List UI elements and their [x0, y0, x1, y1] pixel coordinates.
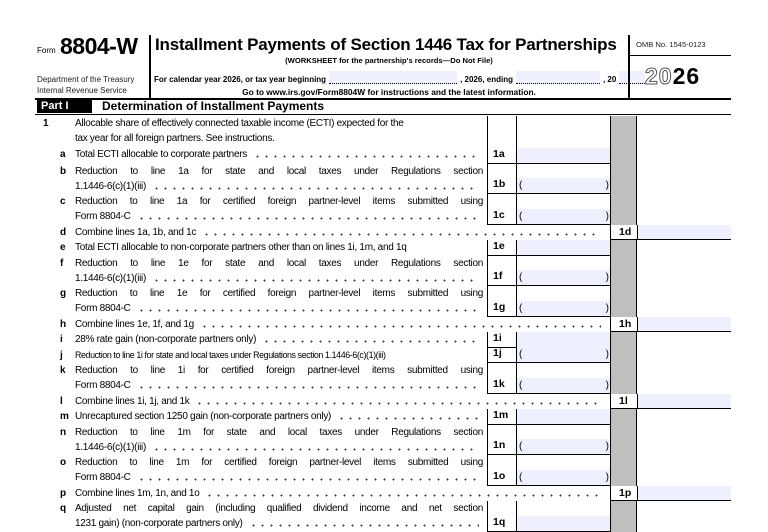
line-letter — [51, 116, 75, 147]
line-box-label — [487, 455, 516, 486]
line-cell — [516, 240, 610, 256]
line-description — [75, 455, 483, 486]
paren-open: ( — [519, 441, 523, 452]
line-1a — [35, 147, 731, 164]
instructions-link-text: Go to www.irs.gov/Form8804W for instructions and the latest information. — [242, 87, 536, 97]
amount-input-1b[interactable] — [517, 178, 610, 193]
dept-line2: Internal Revenue Service — [37, 86, 127, 95]
paren-open: ( — [519, 272, 523, 283]
box-label-text: 1i — [493, 331, 502, 344]
line-box-label — [487, 425, 516, 456]
dot-leader — [253, 154, 479, 159]
line-number — [35, 455, 51, 486]
shaded-column — [610, 332, 637, 348]
line-description — [75, 147, 483, 164]
line-letter: f — [60, 257, 64, 269]
description-text: Combine lines 1i, 1j, and 1k — [75, 395, 190, 407]
amount-input-1f[interactable] — [517, 270, 610, 285]
description-text: Total ECTI allocable to non-corporate partners other than on lines 1i, 1m, and 1q — [75, 242, 407, 253]
line-description — [75, 256, 483, 287]
line-letter: c — [60, 196, 66, 207]
box-label-text: 1a — [493, 147, 505, 160]
shaded-column — [610, 116, 637, 147]
line-box-label — [487, 501, 516, 532]
line-number — [35, 286, 51, 317]
line-description — [75, 194, 483, 225]
description-text: Total ECTI allocable to corporate partners — [75, 148, 247, 160]
line-letter: p — [60, 487, 67, 499]
line-number: 1 — [43, 118, 49, 129]
shaded-column — [610, 240, 637, 256]
dot-leader — [152, 278, 479, 283]
amount-input-1g[interactable] — [517, 301, 610, 316]
form-label: Form — [37, 46, 56, 55]
line-description — [75, 425, 483, 456]
total-box-label: 1l — [610, 394, 637, 410]
description-text: Reduction to line 1e for certified foreign partner-level items submitted using — [75, 288, 483, 299]
shaded-column — [610, 147, 637, 164]
line-box-label — [487, 194, 516, 225]
box-label-text: 1f — [493, 270, 503, 282]
line-letter: n — [60, 426, 67, 438]
description-text: Reduction to line 1a for state and local taxes under Regulations section — [75, 165, 483, 177]
line-number — [35, 240, 51, 256]
dot-leader — [200, 324, 601, 329]
line-letter: k — [60, 365, 66, 376]
line-description — [75, 240, 483, 256]
amount-input-1e[interactable] — [517, 240, 610, 255]
line-box-label — [487, 286, 516, 317]
shaded-column — [610, 286, 637, 317]
shaded-column — [610, 455, 637, 486]
divider — [35, 114, 731, 115]
line-1d — [35, 225, 731, 241]
dot-leader — [337, 416, 479, 421]
line-cell — [516, 116, 610, 147]
amount-input-1k[interactable] — [517, 378, 610, 393]
line-number — [35, 409, 51, 425]
line-1g — [35, 286, 731, 317]
description-text: Form 8804-C — [75, 303, 131, 314]
tax-year-line — [154, 71, 648, 84]
dot-leader — [152, 447, 479, 452]
line-box-label — [487, 363, 516, 394]
line-description — [75, 317, 605, 333]
dot-leader — [137, 385, 479, 390]
box-label-text: 1o — [493, 469, 506, 482]
divider — [629, 55, 731, 56]
line-description — [75, 394, 605, 410]
calendar-prefix: For calendar year 2026, or tax year beginning — [154, 75, 327, 84]
shaded-column — [610, 164, 637, 195]
paren-close: ) — [605, 180, 609, 191]
line-description — [75, 164, 483, 195]
total-box-label: 1p — [610, 486, 637, 502]
department — [37, 74, 134, 96]
line-number — [35, 225, 51, 241]
box-label-text: 1c — [493, 208, 505, 221]
box-label-text: 1j — [493, 347, 502, 359]
part-label: Part I — [37, 100, 92, 113]
line-box-label — [487, 256, 516, 287]
line-number — [35, 332, 51, 348]
description-text: Reduction to line 1i for state and local taxes under Regulations section 1.1446-6(c)(1)(iii) — [75, 349, 386, 360]
line-items — [35, 116, 731, 532]
line-box-label — [487, 147, 516, 164]
amount-input-1h[interactable] — [637, 317, 731, 333]
paren-open: ( — [519, 379, 523, 391]
box-label-text: 1n — [493, 439, 506, 451]
line-letter: o — [60, 457, 67, 468]
paren-close: ) — [605, 272, 609, 283]
description-text: Allocable share of effectively connected taxable income (ECTI) expected for the — [75, 118, 404, 129]
dot-leader — [152, 186, 479, 191]
line-1 — [35, 116, 731, 147]
line-1b — [35, 164, 731, 195]
shaded-column — [610, 501, 637, 532]
line-1l — [35, 394, 731, 410]
description-text: 1231 gain) (non-corporate partners only) — [75, 518, 243, 529]
line-number — [35, 164, 51, 195]
line-cell — [516, 455, 610, 486]
dot-leader — [262, 339, 479, 344]
line-1p — [35, 486, 731, 502]
part-title: Determination of Installment Payments — [102, 99, 325, 113]
line-cell — [516, 286, 610, 317]
line-number — [35, 147, 51, 164]
paren-close: ) — [605, 471, 609, 483]
line-letter: d — [60, 226, 67, 238]
line-number — [35, 394, 51, 410]
description-text: 1.1446-6(c)(1)(iii) — [75, 272, 146, 284]
amount-input-1a[interactable] — [517, 148, 610, 163]
line-1m — [35, 409, 731, 425]
line-box-label — [487, 409, 516, 425]
amount-input-1c[interactable] — [517, 209, 610, 224]
omb-number: OMB No. 1545-0123 — [636, 40, 706, 49]
dot-leader — [195, 401, 601, 406]
box-label-text: 1b — [493, 178, 506, 190]
paren-close: ) — [605, 349, 609, 360]
description-text: Form 8804-C — [75, 211, 131, 222]
description-text: tax year for all foreign partners. See instructions. — [75, 133, 275, 144]
dot-leader — [137, 216, 479, 221]
line-description — [75, 486, 605, 502]
shaded-column — [610, 194, 637, 225]
divider — [628, 35, 630, 98]
line-1k — [35, 363, 731, 394]
line-cell — [516, 332, 610, 348]
calendar-mid: , 2026, ending — [460, 75, 513, 84]
form-number: 8804-W — [60, 33, 138, 59]
line-number — [35, 256, 51, 287]
line-number — [35, 363, 51, 394]
line-cell — [516, 348, 610, 364]
line-box-label — [487, 164, 516, 195]
year-bold: 26 — [672, 63, 701, 89]
line-cell — [516, 409, 610, 425]
paren-open: ( — [519, 302, 523, 314]
description-text: 1.1446-6(c)(1)(iii) — [75, 441, 146, 453]
box-label-text: 1m — [493, 408, 509, 421]
line-letter: b — [60, 165, 67, 177]
tax-year — [645, 63, 700, 90]
line-description — [75, 348, 483, 364]
line-1h — [35, 317, 731, 333]
line-cell — [516, 256, 610, 287]
line-letter: g — [60, 288, 67, 299]
amount-input-1j[interactable] — [517, 347, 610, 362]
amount-input-1i[interactable] — [517, 332, 610, 347]
dot-leader — [137, 477, 479, 482]
paren-close: ) — [605, 441, 609, 452]
amount-input-1m[interactable] — [517, 409, 610, 424]
amount-input-1p[interactable] — [637, 486, 731, 502]
dot-leader — [249, 523, 479, 528]
line-number — [35, 317, 51, 333]
total-box-label: 1d — [610, 225, 637, 241]
line-description — [75, 409, 483, 425]
box-label-text: 1e — [493, 239, 505, 252]
line-description — [75, 225, 605, 241]
line-1c — [35, 194, 731, 225]
paren-open: ( — [519, 349, 523, 360]
paren-close: ) — [605, 379, 609, 391]
tax-year-end-field[interactable] — [516, 71, 600, 84]
calendar-suffix: , 20 — [602, 75, 617, 84]
dot-leader — [202, 232, 601, 237]
line-box-label — [487, 240, 516, 256]
box-label-text: 1k — [493, 377, 505, 390]
line-cell — [516, 501, 610, 532]
description-text: Unrecaptured section 1250 gain (non-corporate partners only) — [75, 411, 332, 422]
amount-input-1d[interactable] — [637, 225, 731, 241]
line-description — [75, 116, 483, 147]
amount-input-1q[interactable] — [517, 516, 610, 531]
total-box-label: 1h — [610, 317, 637, 333]
box-label-text: 1q — [493, 515, 506, 528]
amount-input-1o[interactable] — [517, 470, 610, 485]
line-letter: j — [60, 349, 63, 361]
description-text: Reduction to line 1m for state and local taxes under Regulations section — [75, 426, 483, 438]
paren-open: ( — [519, 471, 523, 483]
line-number — [35, 194, 51, 225]
worksheet-note: (WORKSHEET for the partnership's records—Do Not File) — [285, 56, 493, 65]
paren-open: ( — [519, 210, 523, 222]
line-letter: l — [60, 395, 63, 407]
description-text: Reduction to line 1m for certified foreign partner-level items submitted using — [75, 457, 483, 468]
line-cell — [516, 425, 610, 456]
description-text: Combine lines 1a, 1b, and 1c — [75, 226, 197, 238]
line-letter: a — [60, 148, 66, 160]
line-letter: i — [60, 334, 63, 345]
line-number — [35, 486, 51, 502]
line-cell — [516, 147, 610, 164]
line-letter: h — [60, 318, 67, 330]
dept-line1: Department of the Treasury — [37, 75, 135, 84]
line-letter: e — [60, 242, 66, 253]
tax-year-begin-field[interactable] — [329, 71, 457, 84]
description-text: Combine lines 1m, 1n, and 1o — [75, 487, 200, 499]
line-1n — [35, 425, 731, 456]
shaded-column — [610, 363, 637, 394]
amount-input-1l[interactable] — [637, 394, 731, 410]
line-description — [75, 363, 483, 394]
line-cell — [516, 194, 610, 225]
year-outline: 20 — [645, 63, 673, 89]
line-number — [35, 425, 51, 456]
line-description — [75, 332, 483, 348]
description-text: 28% rate gain (non-corporate partners only) — [75, 334, 257, 345]
box-label-text: 1g — [493, 300, 506, 313]
description-text: 1.1446-6(c)(1)(iii) — [75, 180, 146, 192]
line-1i — [35, 332, 731, 348]
paren-close: ) — [605, 210, 609, 222]
line-box-label — [487, 348, 516, 364]
shaded-column — [610, 348, 637, 364]
line-1o — [35, 455, 731, 486]
line-letter: m — [60, 411, 69, 422]
line-cell — [516, 164, 610, 195]
description-text: Reduction to line 1a for certified foreign partner-level items submitted using — [75, 196, 483, 207]
tax-year-end-year-field[interactable] — [619, 71, 645, 84]
dot-leader — [205, 493, 601, 498]
shaded-column — [610, 409, 637, 425]
description-text: Reduction to line 1i for certified foreign partner-level items submitted using — [75, 365, 483, 376]
description-text: Form 8804-C — [75, 380, 131, 391]
line-1f — [35, 256, 731, 287]
line-1q — [35, 501, 731, 532]
line-cell — [516, 363, 610, 394]
description-text: Form 8804-C — [75, 472, 131, 483]
line-1e — [35, 240, 731, 256]
description-text: Reduction to line 1e for state and local taxes under Regulations section — [75, 257, 483, 269]
shaded-column — [610, 256, 637, 287]
form-title: Installment Payments of Section 1446 Tax for Partnerships — [155, 35, 617, 54]
line-letter: q — [60, 503, 67, 514]
shaded-column — [610, 425, 637, 456]
line-number — [35, 501, 51, 532]
line-description — [75, 286, 483, 317]
paren-close: ) — [605, 302, 609, 314]
dot-leader — [137, 308, 479, 313]
line-1j — [35, 348, 731, 364]
line-number — [35, 348, 51, 364]
description-text: Combine lines 1e, 1f, and 1g — [75, 318, 194, 330]
amount-input-1n[interactable] — [517, 439, 610, 454]
paren-open: ( — [519, 180, 523, 191]
description-text: Adjusted net capital gain (including qualified dividend income and net section — [75, 503, 483, 514]
line-description — [75, 501, 483, 532]
line-box-label — [487, 116, 516, 147]
